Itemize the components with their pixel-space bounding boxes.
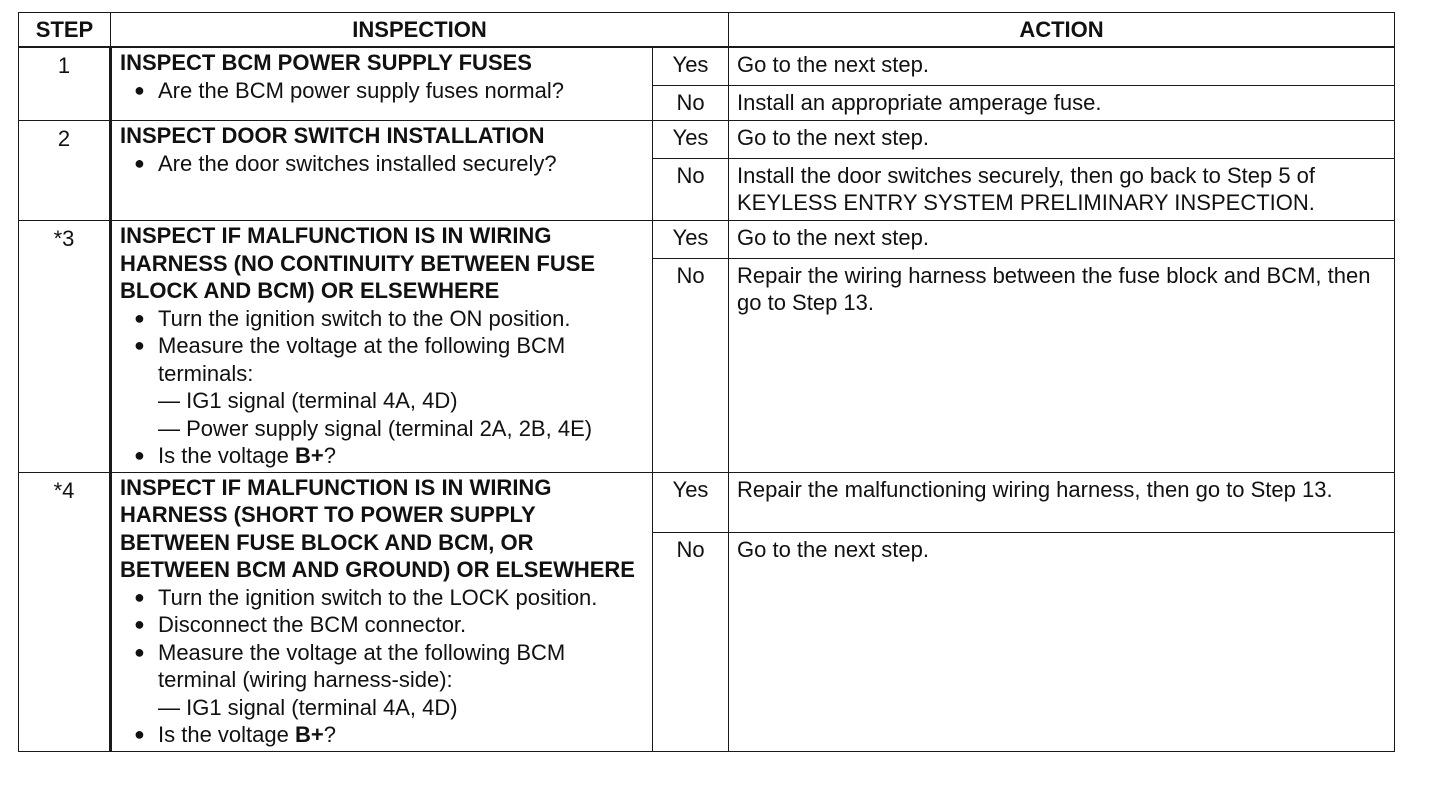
yes-label: Yes (653, 472, 729, 532)
no-label: No (653, 532, 729, 751)
bullet-text-end: ? (323, 443, 336, 468)
header-inspection: INSPECTION (111, 13, 729, 48)
list-item (120, 611, 648, 639)
step-number (19, 47, 111, 121)
step-number (19, 221, 111, 473)
inspection-title: INSPECT IF MALFUNCTION IS IN WIRING HARNESS (SHORT TO POWER SUPPLY BETWEEN FUSE BLOCK AND BCM, OR BETWEEN BCM AND GROUND) OR ELSEWHERE (120, 474, 635, 582)
list-item (120, 442, 648, 470)
bullet-text-end: ? (323, 722, 336, 747)
step-label: *4 (53, 477, 75, 503)
table-row (19, 47, 1395, 86)
bullet-text: Measure the voltage at the following BCM terminal (wiring harness-side): (158, 639, 566, 692)
inspection-cell (111, 472, 653, 751)
sub-list-item: — Power supply signal (terminal 2A, 2B, 4E) (158, 415, 593, 441)
yes-action: Go to the next step. (729, 221, 1395, 259)
yes-label: Yes (653, 47, 729, 86)
voltage-value: B+ (294, 443, 324, 468)
bullet-icon: ● (134, 445, 145, 465)
step-label: *3 (53, 226, 75, 251)
no-action: Repair the wiring harness between the fuse block and BCM, then go to Step 13. (729, 259, 1395, 473)
no-label: No (653, 86, 729, 121)
header-step: STEP (19, 13, 111, 48)
list-item (120, 721, 648, 749)
list-item (120, 77, 648, 105)
bullet-text: Are the BCM power supply fuses normal? (158, 77, 564, 103)
yes-label: Yes (653, 221, 729, 259)
bullet-icon: ● (134, 641, 145, 662)
yes-action: Go to the next step. (729, 121, 1395, 159)
list-item (120, 332, 648, 387)
voltage-value: B+ (294, 722, 324, 747)
table-row (19, 472, 1395, 532)
step-number (19, 121, 111, 221)
bullet-text: Disconnect the BCM connector. (158, 612, 467, 637)
header-action: ACTION (729, 13, 1395, 48)
bullet-icon: ● (134, 586, 145, 607)
list-item (120, 305, 648, 333)
inspection-cell (111, 47, 653, 121)
yes-action: Go to the next step. (729, 47, 1395, 86)
no-label: No (653, 259, 729, 473)
bullet-text: Turn the ignition switch to the LOCK position. (158, 584, 598, 610)
sub-list-item: — IG1 signal (terminal 4A, 4D) (158, 388, 458, 413)
sub-list-item: — IG1 signal (terminal 4A, 4D) (158, 694, 458, 720)
bullet-icon: ● (134, 307, 145, 328)
table-row (19, 121, 1395, 159)
list-item (120, 639, 648, 694)
no-action: Go to the next step. (729, 532, 1395, 751)
inspection-title: INSPECT IF MALFUNCTION IS IN WIRING HARNESS (NO CONTINUITY BETWEEN FUSE BLOCK AND BCM) OR ELSEWHERE (120, 223, 596, 303)
bullet-icon: ● (134, 614, 145, 634)
bullet-icon: ● (134, 152, 145, 173)
bullet-text: Turn the ignition switch to the ON position. (158, 305, 571, 331)
list-item (120, 584, 648, 612)
inspection-title: INSPECT BCM POWER SUPPLY FUSES (120, 50, 532, 75)
bullet-text: Is the voltage (158, 722, 295, 747)
bullet-text: Is the voltage (158, 443, 295, 468)
no-label: No (653, 159, 729, 221)
bullet-text: Are the door switches installed securely? (158, 150, 557, 176)
inspection-cell (111, 121, 653, 221)
yes-action: Repair the malfunctioning wiring harness, then go to Step 13. (729, 472, 1395, 532)
bullet-list (120, 305, 648, 470)
step-label: 1 (57, 53, 71, 78)
bullet-icon: ● (134, 79, 145, 100)
step-label: 2 (57, 126, 71, 151)
header-row (19, 13, 1395, 48)
no-action: Install the door switches securely, then go back to Step 5 of KEYLESS ENTRY SYSTEM PRELIMINARY INSPECTION. (729, 159, 1395, 221)
bullet-icon: ● (134, 724, 145, 744)
list-item (120, 150, 648, 178)
inspection-title: INSPECT DOOR SWITCH INSTALLATION (120, 123, 545, 148)
bullet-icon: ● (134, 335, 145, 355)
bullet-list (120, 150, 648, 178)
inspection-table (18, 12, 1395, 752)
no-action: Install an appropriate amperage fuse. (729, 86, 1395, 121)
table-row (19, 221, 1395, 259)
bullet-text: Measure the voltage at the following BCM terminals: (158, 333, 566, 386)
bullet-list (120, 77, 648, 105)
inspection-cell (111, 221, 653, 473)
step-number (19, 472, 111, 751)
yes-label: Yes (653, 121, 729, 159)
bullet-list (120, 584, 648, 749)
